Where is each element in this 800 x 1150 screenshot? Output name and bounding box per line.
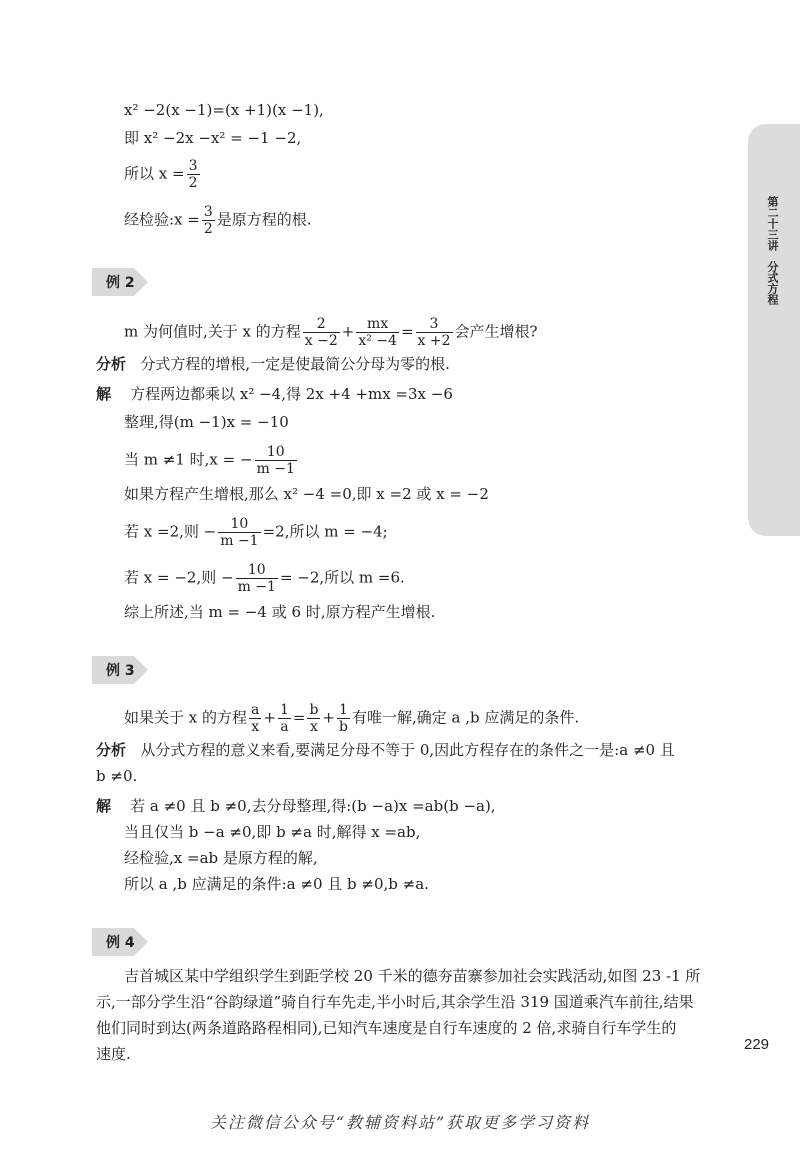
operator: +: [263, 708, 276, 727]
solution-text: 当 m ≠1 时,x = −: [124, 450, 253, 469]
fraction: [202, 204, 215, 237]
example-3-solution-1: [96, 796, 496, 816]
intro-line-4-text: 经检验:x =: [124, 210, 200, 229]
page-number: 229: [744, 1036, 770, 1053]
example-2-label: 例 2: [106, 275, 135, 291]
example-2-solution-2: 整理,得(m −1)x = −10: [124, 413, 289, 431]
example-3-label: 例 3: [106, 663, 135, 679]
example-2-solution-6: [124, 562, 405, 595]
numerator: b: [309, 702, 319, 718]
lecture-number: 第二十三讲: [766, 196, 779, 251]
question-text: m 为何值时,关于 x 的方程: [124, 322, 301, 341]
intro-line-1: x² −2(x −1)=(x +1)(x −1),: [124, 101, 324, 119]
analysis-label: 分析: [96, 355, 127, 373]
numerator: 3: [416, 316, 453, 333]
operator: =: [400, 322, 414, 341]
example-3-analysis-2: b ≠0.: [96, 767, 138, 785]
denominator: x −2: [304, 333, 338, 349]
denominator: x² −4: [358, 333, 397, 349]
denominator: x: [309, 719, 318, 735]
fraction: [236, 562, 278, 595]
denominator: a: [280, 719, 289, 735]
chapter-side-tab: [748, 124, 800, 536]
solution-text: 方程两边都乘以 x² −4,得 2x +4 +mx =3x −6: [130, 385, 453, 403]
example-4-paragraph-line-3: 他们同时到达(两条道路路程相同),已知汽车速度是自行车速度的 2 倍,求骑自行车学生的: [96, 1019, 677, 1037]
solution-label: 解: [96, 797, 112, 815]
numerator: 10: [255, 444, 297, 461]
denominator: m −1: [220, 533, 259, 549]
example-2-solution-5: [124, 516, 388, 549]
question-tail: 有唯一解,确定 a ,b 应满足的条件.: [351, 708, 580, 727]
numerator: 10: [236, 562, 278, 579]
example-3-tag: [92, 656, 148, 684]
example-3-solution-2: 当且仅当 b −a ≠0,即 b ≠a 时,解得 x =ab,: [124, 823, 421, 841]
operator: +: [341, 322, 355, 341]
intro-line-2: 即 x² −2x −x² = −1 −2,: [124, 129, 302, 147]
intro-line-4-tail: 是原方程的根.: [216, 210, 312, 229]
numerator: 3: [188, 158, 198, 174]
intro-line-3-text: 所以 x =: [124, 164, 185, 183]
solution-text: 若 x =2,则 −: [124, 522, 217, 541]
example-4-paragraph-line-2: 示,一部分学生沿“谷韵绿道”骑自行车先走,半小时后,其余学生沿 319 国道乘汽车前往,结果: [96, 993, 694, 1011]
denominator: 2: [203, 221, 213, 237]
example-2-question: [124, 316, 538, 349]
operator: +: [322, 708, 335, 727]
solution-text: 若 x = −2,则 −: [124, 568, 234, 587]
fraction: [337, 702, 350, 735]
fraction: [303, 316, 340, 349]
example-4-paragraph-line-4: 速度.: [96, 1045, 131, 1063]
numerator: a: [251, 702, 260, 718]
example-4-tag: [92, 928, 148, 956]
question-tail: 会产生增根?: [454, 322, 538, 341]
example-2-solution-7: 综上所述,当 m = −4 或 6 时,原方程产生增根.: [124, 603, 436, 621]
denominator: m −1: [237, 579, 276, 595]
intro-line-4: [124, 204, 312, 237]
example-2-analysis: [96, 354, 450, 374]
fraction: [255, 444, 297, 477]
analysis-text: 从分式方程的意义来看,要满足分母不等于 0,因此方程存在的条件之一是:a ≠0 且: [140, 741, 675, 759]
example-3-question: [124, 702, 579, 735]
lecture-topic: 分式方程: [766, 261, 779, 305]
solution-tail: =2,所以 m = −4;: [262, 522, 388, 541]
numerator: 1: [337, 702, 350, 719]
analysis-label: 分析: [96, 741, 127, 759]
fraction: [416, 316, 453, 349]
example-3-solution-3: 经检验,x =ab 是原方程的解,: [124, 849, 318, 867]
example-4-paragraph-line-1: 吉首城区某中学组织学生到距学校 20 千米的德夯苗寨参加社会实践活动,如图 23 -1 所: [124, 967, 701, 985]
example-2-solution-4: 如果方程产生增根,那么 x² −4 =0,即 x =2 或 x = −2: [124, 485, 489, 503]
footer-promo: 关注微信公众号“教辅资料站”获取更多学习资料: [209, 1113, 591, 1132]
question-text: 如果关于 x 的方程: [124, 708, 247, 727]
numerator: 3: [203, 204, 213, 220]
fraction: [218, 516, 260, 549]
example-2-solution-1: [96, 384, 453, 404]
denominator: m −1: [256, 461, 295, 477]
denominator: b: [338, 719, 348, 735]
numerator: 2: [303, 316, 340, 333]
chapter-title: [760, 196, 784, 305]
solution-tail: = −2,所以 m =6.: [279, 568, 405, 587]
numerator: 1: [279, 702, 289, 718]
denominator: 2: [188, 175, 198, 191]
fraction: [187, 158, 200, 191]
solution-text: 若 a ≠0 且 b ≠0,去分母整理,得:(b −a)x =ab(b −a),: [130, 797, 496, 815]
example-3-solution-4: 所以 a ,b 应满足的条件:a ≠0 且 b ≠0,b ≠a.: [124, 875, 429, 893]
denominator: x: [251, 719, 260, 735]
example-2-tag: [92, 268, 148, 296]
solution-label: 解: [96, 385, 112, 403]
operator: =: [292, 708, 306, 727]
numerator: mx: [356, 316, 399, 333]
fraction: [249, 702, 261, 735]
example-4-label: 例 4: [106, 935, 135, 951]
denominator: x +2: [417, 333, 451, 349]
analysis-text: 分式方程的增根,一定是使最简公分母为零的根.: [140, 355, 450, 373]
fraction: [278, 702, 291, 735]
intro-line-3: [124, 158, 202, 191]
numerator: 10: [218, 516, 260, 533]
fraction: [356, 316, 399, 349]
fraction: [307, 702, 320, 735]
example-3-analysis-1: [96, 740, 675, 760]
example-2-solution-3: [124, 444, 299, 477]
